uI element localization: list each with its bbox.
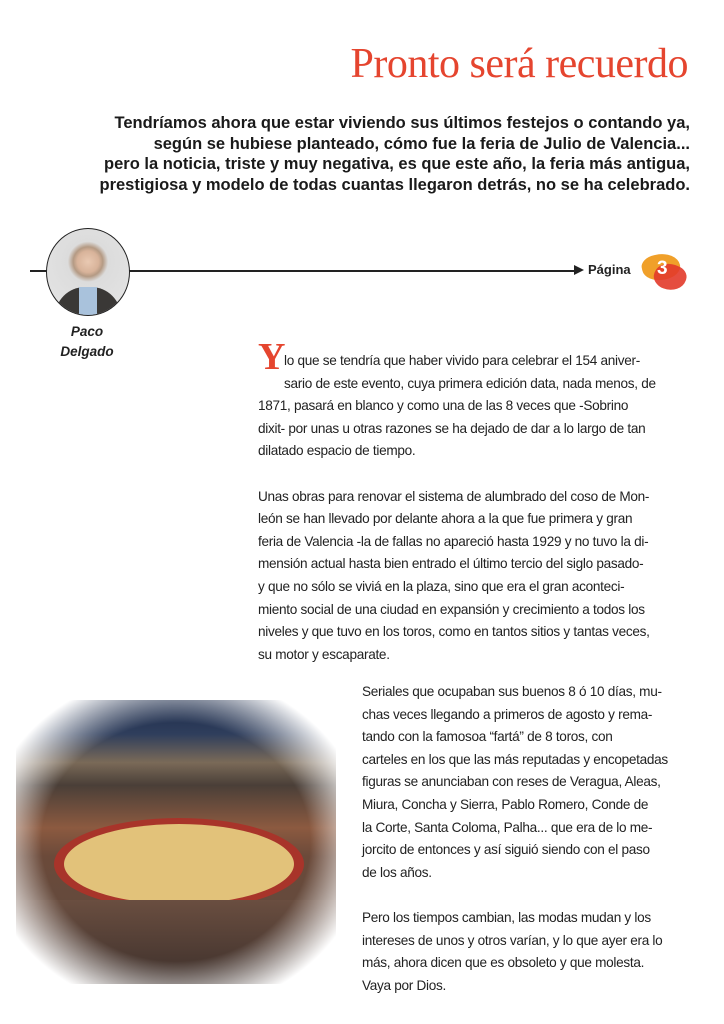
body-line: carteles en los que las más reputadas y encopetadas <box>362 751 668 767</box>
body-line: miento social de una ciudad en expansión y crecimiento a todos los <box>258 601 645 617</box>
bullring-photo <box>16 700 336 984</box>
body-line: más, ahora dicen que es obsoleto y que molesta. <box>362 955 645 971</box>
lede-line: Tendríamos ahora que estar viviendo sus últimos festejos o contando ya, <box>114 114 690 132</box>
body-line: Seriales que ocupaban sus buenos 8 ó 10 días, mu- <box>362 684 662 699</box>
body-line: su motor y escaparate. <box>258 646 390 662</box>
body-line: lo que se tendría que haber vivido para celebrar el 154 aniver- <box>284 353 640 368</box>
lede-line: pero la noticia, triste y muy negativa, es que este año, la feria más antigua, <box>104 155 690 173</box>
body-line: niveles y que tuvo en los toros, como en tantos sitios y tantas veces, <box>258 624 650 640</box>
body-line: dixit- por unas u otras razones se ha dejado de dar a lo largo de tan <box>258 420 646 436</box>
body-line: Pero los tiempos cambian, las modas mudan y los <box>362 909 651 925</box>
body-line: figuras se anunciaban con reses de Veragua, Aleas, <box>362 774 661 790</box>
body-line: león se han llevado por delante ahora a la que fue primera y gran <box>258 511 633 527</box>
author-last-name: Delgado <box>60 344 114 359</box>
body-line: de los años. <box>362 864 432 880</box>
lede-line: según se hubiese planteado, cómo fue la feria de Julio de Valencia... <box>153 134 690 153</box>
lede-line: prestigiosa y modelo de todas cuantas llegaron detrás, no se ha celebrado. <box>99 175 690 194</box>
body-line: 1871, pasará en blanco y como una de las 8 veces que -Sobrino <box>258 398 629 414</box>
body-line: y que no sólo se viviá en la plaza, sino que era el gran aconteci- <box>258 578 625 594</box>
body-line: Miura, Concha y Sierra, Pablo Romero, Conde de <box>362 796 649 812</box>
body-line: chas veces llegando a primeros de agosto y rema- <box>362 706 653 722</box>
author-first-name: Paco <box>70 324 104 339</box>
page-label: Página <box>588 262 631 277</box>
author-name <box>52 322 122 362</box>
body-line: Vaya por Dios. <box>362 977 446 993</box>
body-line: jorcito de entonces y así siguió siendo con el paso <box>362 842 650 858</box>
body-line: intereses de unos y otros varían, y lo que ayer era lo <box>362 932 663 948</box>
article-lede <box>50 113 690 195</box>
body-line: tando con la famosoa “fartá” de 8 toros, con <box>362 729 613 745</box>
body-line: dilatado espacio de tiempo. <box>258 443 416 459</box>
body-column-1 <box>258 350 656 666</box>
author-avatar <box>46 228 130 316</box>
body-line: mensión actual hasta bien entrado el último tercio del siglo pasado- <box>258 556 644 572</box>
drop-cap: Y <box>258 336 286 378</box>
article-title: Pronto será recuerdo <box>350 41 688 87</box>
page-number-badge <box>640 250 688 290</box>
body-line: Unas obras para renovar el sistema de alumbrado del coso de Mon- <box>258 488 650 504</box>
body-column-2 <box>362 681 668 997</box>
body-line: feria de Valencia -la de fallas no apareció hasta 1929 y no tuvo la di- <box>258 533 649 549</box>
arrow-right-icon <box>574 265 584 275</box>
page-number: 3 <box>657 258 668 279</box>
body-line: la Corte, Santa Coloma, Palha... que era de lo me- <box>362 819 653 835</box>
body-line: sario de este evento, cuya primera edición data, nada menos, de <box>284 375 656 391</box>
